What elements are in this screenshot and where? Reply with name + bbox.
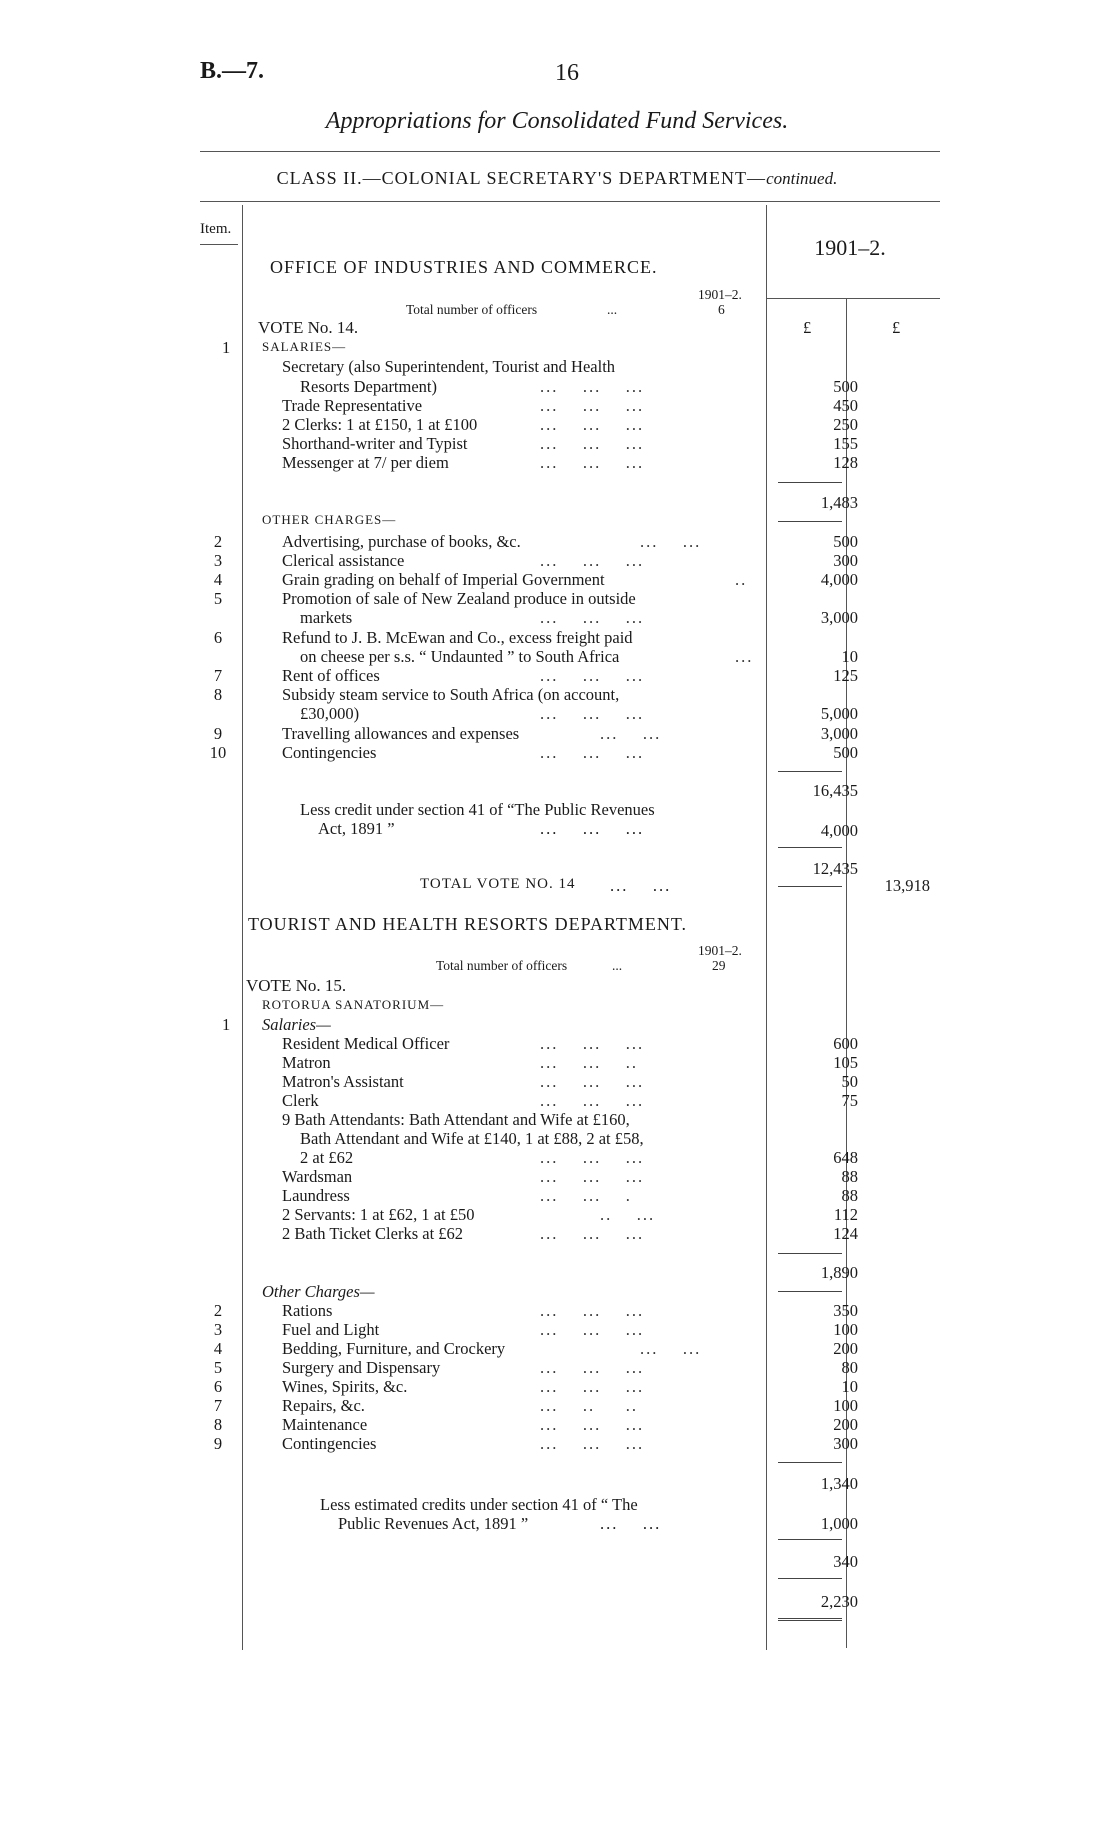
vote-total-label: TOTAL VOTE NO. 14 [420,876,576,892]
credit-amount: 4,000 [820,821,858,840]
subtotal-rule [778,886,842,887]
subheading: Salaries— [262,1015,331,1034]
dots: ... [612,958,623,973]
pound-sign: £ [803,318,812,337]
credit-amount: 1,000 [820,1514,858,1533]
line-item: Matron ... ... .. 105 [282,1053,858,1072]
year-header-rule [766,298,940,299]
total-rule [778,1618,842,1621]
line-item: 2 at £62 ... ... ... 648 [300,1148,858,1167]
subtotal: 1,890 [820,1263,858,1282]
line-item: 10 Contingencies ... ... ... 500 [209,743,858,762]
line-item: 2 Servants: 1 at £62, 1 at £50 .. ... 112 [282,1205,858,1224]
credit-text: Act, 1891 ” [318,819,395,838]
line-item: 9 Travelling allowances and expenses ... ... 3,000 [213,724,858,743]
subheading: Other Charges— [262,1282,375,1301]
line-item: 7 Repairs, &c. ... .. .. 100 [213,1396,858,1415]
line-item: 4 Grain grading on behalf of Imperial Government .. 4,000 [213,570,858,589]
section-title: TOURIST AND HEALTH RESORTS DEPARTMENT. [248,914,688,934]
line-item: 2 Rations ... ... ... 350 [213,1301,858,1320]
item-column-header: Item. [200,221,232,237]
line-item: 5 Surgery and Dispensary ... ... ... 80 [213,1358,858,1377]
subtotal-rule [778,1253,842,1254]
dots: ... ... ... [540,819,645,838]
divider [200,201,940,202]
line-item: Resorts Department) ... ... ... 500 [300,377,858,396]
pound-sign: £ [892,318,901,337]
line-item: 4 Bedding, Furniture, and Crockery ... ... 200 [213,1339,858,1358]
line-item: 6 Refund to J. B. McEwan and Co., excess freight paid [213,628,633,647]
subtotal: 1,340 [820,1474,858,1493]
dots: ... ... [600,1514,662,1533]
subtotal-rule [778,482,842,483]
document-reference: B.—7. [200,58,265,84]
line-item: 2 Advertising, purchase of books, &c. ... ... 500 [213,532,858,551]
page-number: 16 [555,60,579,86]
net-amount: 340 [833,1552,858,1571]
subtotal-rule [778,1291,842,1292]
line-item: 3 Fuel and Light ... ... ... 100 [213,1320,858,1339]
dots: ... [607,302,618,317]
line-item: 8 Maintenance ... ... ... 200 [213,1415,858,1434]
subtotal-rule [778,1578,842,1579]
credit-text: Less credit under section 41 of “The Public Revenues [300,800,655,819]
vote-heading: VOTE No. 14. [258,318,359,337]
line-item: markets ... ... ... 3,000 [300,608,858,627]
credit-text: Public Revenues Act, 1891 ” [338,1514,529,1533]
carried-total: 2,230 [820,1592,858,1611]
line-item: Clerk ... ... ... 75 [282,1091,858,1110]
subtotal-rule [778,847,842,848]
credit-text: Less estimated credits under section 41 of “ The [320,1495,638,1514]
subheading: SALARIES— [262,339,347,354]
line-item: 9 Contingencies ... ... ... 300 [213,1434,858,1453]
line-item: 3 Clerical assistance ... ... ... 300 [213,551,858,570]
officers-year: 1901–2. [698,943,742,958]
vote-total-amount: 13,918 [884,876,930,895]
item-number: 1 [222,1015,231,1034]
line-item: Messenger at 7/ per diem ... ... ... 128 [282,453,858,472]
dots: ... ... [610,876,672,895]
line-item: 6 Wines, Spirits, &c. ... ... ... 10 [213,1377,858,1396]
line-item: Wardsman ... ... ... 88 [282,1167,858,1186]
subtotal: 16,435 [812,781,858,800]
line-item: 5 Promotion of sale of New Zealand produce in outside [213,589,636,608]
vote-heading: VOTE No. 15. [246,976,347,995]
officers-count: 29 [712,958,726,973]
section-title: OFFICE OF INDUSTRIES AND COMMERCE. [270,257,658,277]
divider [200,151,940,152]
line-item: Shorthand-writer and Typist ... ... ... 155 [282,434,858,453]
subtotal: 1,483 [820,493,858,512]
line-item: 2 Bath Ticket Clerks at £62 ... ... ... 124 [282,1224,858,1243]
line-item: Bath Attendant and Wife at £140, 1 at £88, 2 at £58, [300,1129,644,1148]
officers-count: 6 [718,302,725,317]
line-item: £30,000) ... ... ... 5,000 [300,704,858,723]
item-number: 1 [222,338,231,357]
subtotal-rule [778,1462,842,1463]
line-item: 8 Subsidy steam service to South Africa (on account, [213,685,620,704]
line-item: Secretary (also Superintendent, Tourist and Health [282,357,616,376]
line-item: 2 Clerks: 1 at £150, 1 at £100 ... ... ... 250 [282,415,858,434]
year-column-header: 1901–2. [814,235,886,260]
line-item: Trade Representative ... ... ... 450 [282,396,858,415]
line-item: 7 Rent of offices ... ... ... 125 [213,666,858,685]
item-header-rule [200,244,238,245]
line-item: on cheese per s.s. “ Undaunted ” to South Africa ... 10 [300,647,858,666]
subtotal-rule [778,1539,842,1540]
officers-year: 1901–2. [698,287,742,302]
class-heading: CLASS II.—COLONIAL SECRETARY'S DEPARTMENT—continued. [276,168,838,188]
subheading: ROTORUA SANATORIUM— [262,997,445,1012]
officers-label: Total number of officers [436,958,568,973]
subheading: OTHER CHARGES— [262,512,397,527]
line-item: 9 Bath Attendants: Bath Attendant and Wife at £160, [282,1110,630,1129]
page-title: Appropriations for Consolidated Fund Services. [325,108,789,134]
line-item: Matron's Assistant ... ... ... 50 [282,1072,858,1091]
subtotal-rule [778,771,842,772]
line-item: Laundress ... ... . 88 [282,1186,858,1205]
officers-label: Total number of officers [406,302,538,317]
line-item: Resident Medical Officer ... ... ... 600 [282,1034,858,1053]
net-amount: 12,435 [812,859,858,878]
subtotal-rule [778,521,842,522]
